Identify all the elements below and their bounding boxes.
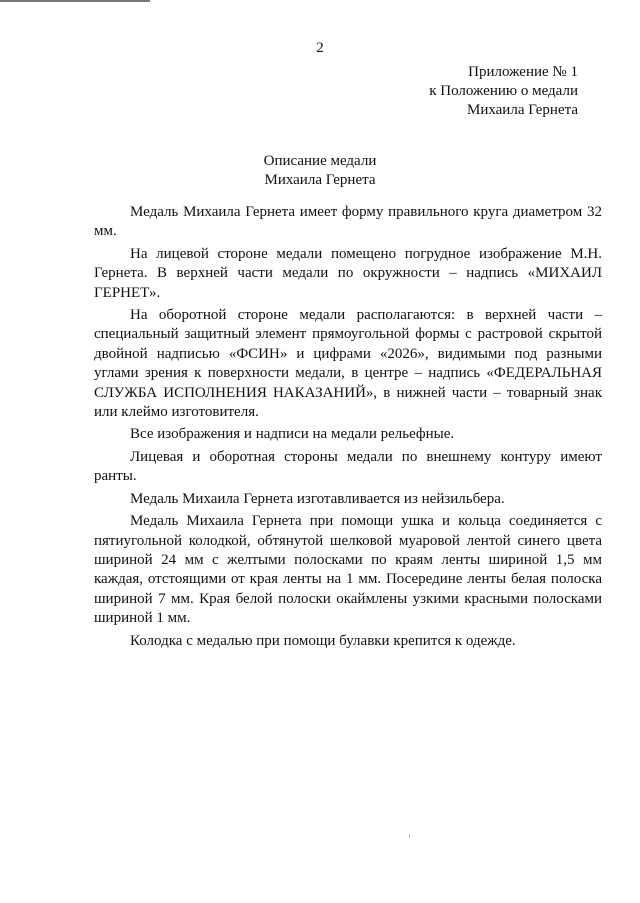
page-number: 2	[316, 40, 324, 56]
title-line: Михаила Гернета	[264, 172, 376, 188]
paragraph: Все изображения и надписи на медали рельефные.	[130, 426, 455, 443]
paragraph: На лицевой стороне медали помещено погрудное изображение М.Н. Гернета. В верхней части медали по окружности – надпись «МИХАИЛ ГЕРНЕТ».	[94, 245, 602, 301]
appendix-line: к Положению о медали	[429, 83, 578, 99]
scan-speck	[409, 834, 410, 838]
paragraph: Медаль Михаила Гернета имеет форму правильного круга диаметром 32 мм.	[94, 204, 602, 240]
appendix-header	[429, 63, 578, 120]
paragraph: Колодка с медалью при помощи булавки крепится к одежде.	[130, 632, 516, 649]
document-body	[94, 203, 602, 651]
paragraph: Медаль Михаила Гернета при помощи ушка и кольца соединяется с пятиугольной колодкой, обтянутой шелковой муаровой лентой синего цвета шириной 24 мм с желтыми полосками по краям ленты шириной 1,5 мм каждая, отстоящими от края ленты на 1 мм. Посередине ленты белая полоска шириной 7 мм. Края белой полоски окаймлены узкими красными полосками шириной 1 мм.	[94, 513, 602, 627]
title-line: Описание медали	[263, 153, 377, 169]
document-title	[0, 152, 640, 190]
paragraph: Медаль Михаила Гернета изготавливается из нейзильбера.	[130, 490, 505, 507]
paragraph: На оборотной стороне медали располагаются: в верхней части – специальный защитный элемент прямоугольной формы с растровой скрытой двойной надписью «ФСИН» и цифрами «2026», видимыми под разными углами зрения к поверхности медали, в центре – надпись «ФЕДЕРАЛЬНАЯ СЛУЖБА ИСПОЛНЕНИЯ НАКАЗАНИЙ», в нижней части – товарный знак или клеймо изготовителя.	[94, 307, 602, 421]
appendix-line: Приложение № 1	[468, 64, 578, 80]
appendix-line: Михаила Гернета	[466, 102, 578, 118]
paragraph: Лицевая и оборотная стороны медали по внешнему контуру имеют ранты.	[94, 448, 602, 485]
scan-edge-line	[0, 0, 150, 2]
